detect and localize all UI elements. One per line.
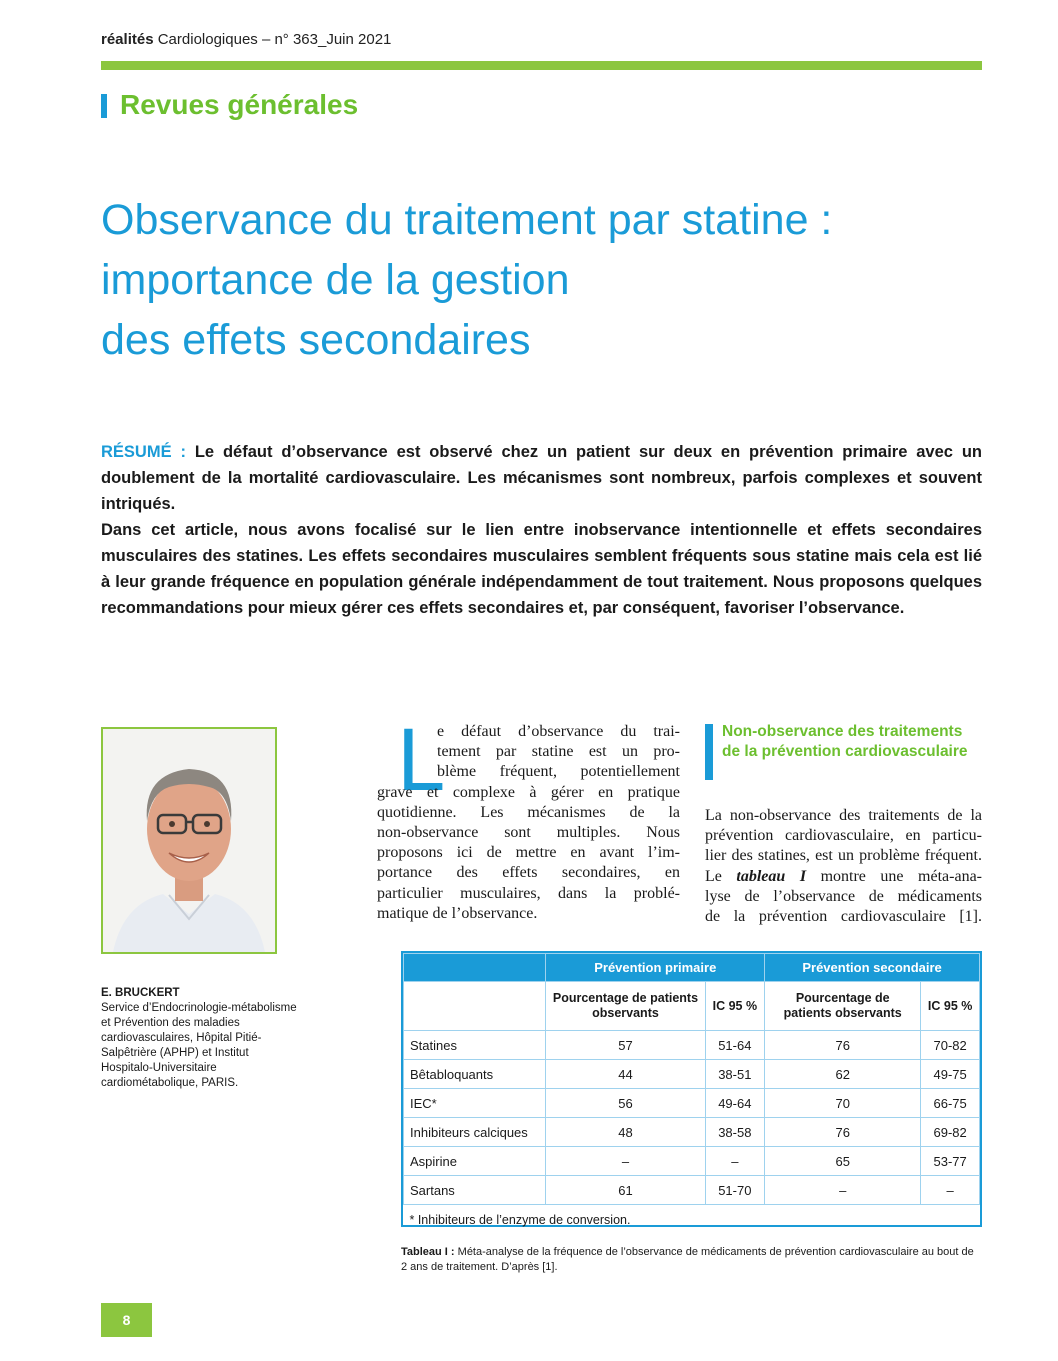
table-cell: 56 bbox=[546, 1089, 705, 1118]
body-line: portance des effets secondaires, en bbox=[377, 864, 680, 882]
subhead-marker bbox=[705, 724, 713, 780]
body-line: particulier musculaires, dans la problé- bbox=[377, 884, 680, 902]
table-cell: – bbox=[546, 1147, 705, 1176]
table-cell: 49-75 bbox=[921, 1060, 980, 1089]
row-label: Sartans bbox=[404, 1176, 546, 1205]
title-line: Observance du traitement par statine : bbox=[101, 196, 833, 244]
right-line: prévention cardiovasculaire, en particu- bbox=[705, 827, 982, 845]
table-footnote-row bbox=[404, 1205, 980, 1235]
table-row bbox=[404, 1147, 980, 1176]
author-photo bbox=[101, 727, 277, 954]
header-rule bbox=[101, 61, 982, 70]
table-cell: 61 bbox=[546, 1176, 705, 1205]
table-group-header-row bbox=[404, 954, 980, 982]
caption-text: Méta-analyse de la fréquence de l’observance de médicaments de prévention cardiovasculaire au bout de 2 ans de traitement. D’après [1]. bbox=[401, 1246, 974, 1273]
author-name: E. BRUCKERT bbox=[101, 987, 180, 999]
table-cell: 66-75 bbox=[921, 1089, 980, 1118]
table-row bbox=[404, 1118, 980, 1147]
table-cell: 44 bbox=[546, 1060, 705, 1089]
col-header: IC 95 % bbox=[921, 982, 980, 1031]
col-header: IC 95 % bbox=[705, 982, 765, 1031]
table-footnote: * Inhibiteurs de l’enzyme de conversion. bbox=[404, 1205, 980, 1235]
body-line: matique de l’observance. bbox=[377, 904, 538, 922]
right-line-prefix: Le bbox=[705, 867, 737, 885]
drop-cap: L bbox=[396, 712, 443, 810]
section-title: Revues générales bbox=[120, 89, 359, 120]
table-reference: tableau I bbox=[736, 867, 807, 885]
row-label: IEC* bbox=[404, 1089, 546, 1118]
table-row bbox=[404, 1089, 980, 1118]
row-label: Bêtabloquants bbox=[404, 1060, 546, 1089]
col-header: Pourcentage de patients observants bbox=[765, 982, 921, 1031]
table-cell: 76 bbox=[765, 1031, 921, 1060]
title-line: importance de la gestion bbox=[101, 256, 570, 304]
table-cell: 51-70 bbox=[705, 1176, 765, 1205]
table-cell: 48 bbox=[546, 1118, 705, 1147]
abstract-label: RÉSUMÉ : bbox=[101, 443, 186, 461]
abstract-paragraph bbox=[101, 439, 982, 517]
right-paragraph bbox=[705, 806, 982, 927]
table-cell: 57 bbox=[546, 1031, 705, 1060]
page-number: 8 bbox=[101, 1303, 152, 1337]
body-line: tement par statine est un pro- bbox=[437, 743, 680, 761]
row-label: Inhibiteurs calciques bbox=[404, 1118, 546, 1147]
right-line: lyse de l’observance de médicaments bbox=[705, 887, 982, 905]
table-cell: 38-58 bbox=[705, 1118, 765, 1147]
table-cell: 76 bbox=[765, 1118, 921, 1147]
table-cell: 62 bbox=[765, 1060, 921, 1089]
table-corner-2 bbox=[404, 982, 546, 1031]
group-header-primary: Prévention primaire bbox=[546, 954, 765, 982]
title-line: des effets secondaires bbox=[101, 316, 531, 364]
abstract-paragraph: Dans cet article, nous avons focalisé sur le lien entre inobservance intentionnelle et effets secondaires musculaires des statines. Les effets secondaires musculaires semblent fréquents sous statine mais cela est lié à leur grande fréquence en population générale indépendamment de tout traitement. Nous proposons quelques recommandations pour mieux gérer ces effets secondaires et, par conséquent, favoriser l’observance. bbox=[101, 521, 982, 617]
body-line: proposons ici de mettre en avant l’im- bbox=[377, 844, 680, 862]
subheading: Non-observance des traitements de la prévention cardiovasculaire bbox=[722, 723, 968, 760]
table-cell: – bbox=[765, 1176, 921, 1205]
col-header: Pourcentage de patients observants bbox=[546, 982, 705, 1031]
author-block bbox=[101, 986, 301, 1091]
body-line: quotidienne. Les mécanismes de la bbox=[377, 803, 680, 821]
table-cell: 69-82 bbox=[921, 1118, 980, 1147]
journal-issue: Cardiologiques – n° 363_Juin 2021 bbox=[157, 31, 392, 48]
table-cell: 53-77 bbox=[921, 1147, 980, 1176]
table-corner bbox=[404, 954, 546, 982]
body-line: non-observance sont multiples. Nous bbox=[377, 823, 680, 841]
right-line-rest: montre une méta-ana- bbox=[806, 867, 983, 885]
table-cell: 65 bbox=[765, 1147, 921, 1176]
right-line: La non-observance des traitements de la bbox=[705, 807, 982, 824]
body-line: grave et complexe à gérer en pratique bbox=[377, 783, 680, 801]
table-cell: 49-64 bbox=[705, 1089, 765, 1118]
table-cell: 51-64 bbox=[705, 1031, 765, 1060]
author-affiliation: Service d’Endocrinologie-métabolisme et Prévention des maladies cardiovasculaires, Hôpital Pitié-Salpêtrière (APHP) et Institut Hospitalo-Universitaire cardiométabolique, PARIS. bbox=[101, 1002, 297, 1089]
body-line: e défaut d’observance du trai- bbox=[437, 723, 680, 740]
right-line: de la prévention cardiovasculaire [1]. bbox=[705, 907, 982, 925]
table-cell: – bbox=[705, 1147, 765, 1176]
table-row bbox=[404, 1060, 980, 1089]
right-line bbox=[705, 867, 982, 887]
journal-header bbox=[101, 31, 391, 48]
section-marker bbox=[101, 94, 107, 118]
row-label: Statines bbox=[404, 1031, 546, 1060]
table-caption bbox=[401, 1245, 982, 1275]
table-cell: 70 bbox=[765, 1089, 921, 1118]
table-row bbox=[404, 1031, 980, 1060]
article-title bbox=[101, 190, 981, 370]
body-line: blème fréquent, potentiellement bbox=[437, 763, 680, 781]
data-table bbox=[401, 951, 982, 1227]
table-cell: – bbox=[921, 1176, 980, 1205]
abstract-text: Le défaut d’observance est observé chez un patient sur deux en prévention primaire avec un doublement de la mortalité cardiovasculaire. Les mécanismes sont nombreux, parfois complexes et souvent intriqués. bbox=[101, 443, 982, 513]
right-line: lier des statines, est un problème fréquent. bbox=[705, 847, 982, 865]
caption-label: Tableau I : bbox=[401, 1246, 455, 1258]
table-subheader-row bbox=[404, 982, 980, 1031]
table-row bbox=[404, 1176, 980, 1205]
author-portrait-icon bbox=[103, 729, 275, 952]
group-header-secondary: Prévention secondaire bbox=[765, 954, 980, 982]
journal-brand: réalités bbox=[101, 31, 154, 48]
table-cell: 70-82 bbox=[921, 1031, 980, 1060]
row-label: Aspirine bbox=[404, 1147, 546, 1176]
body-paragraph bbox=[377, 722, 680, 924]
abstract bbox=[101, 439, 982, 621]
observance-table bbox=[403, 953, 980, 1234]
table-cell: 38-51 bbox=[705, 1060, 765, 1089]
